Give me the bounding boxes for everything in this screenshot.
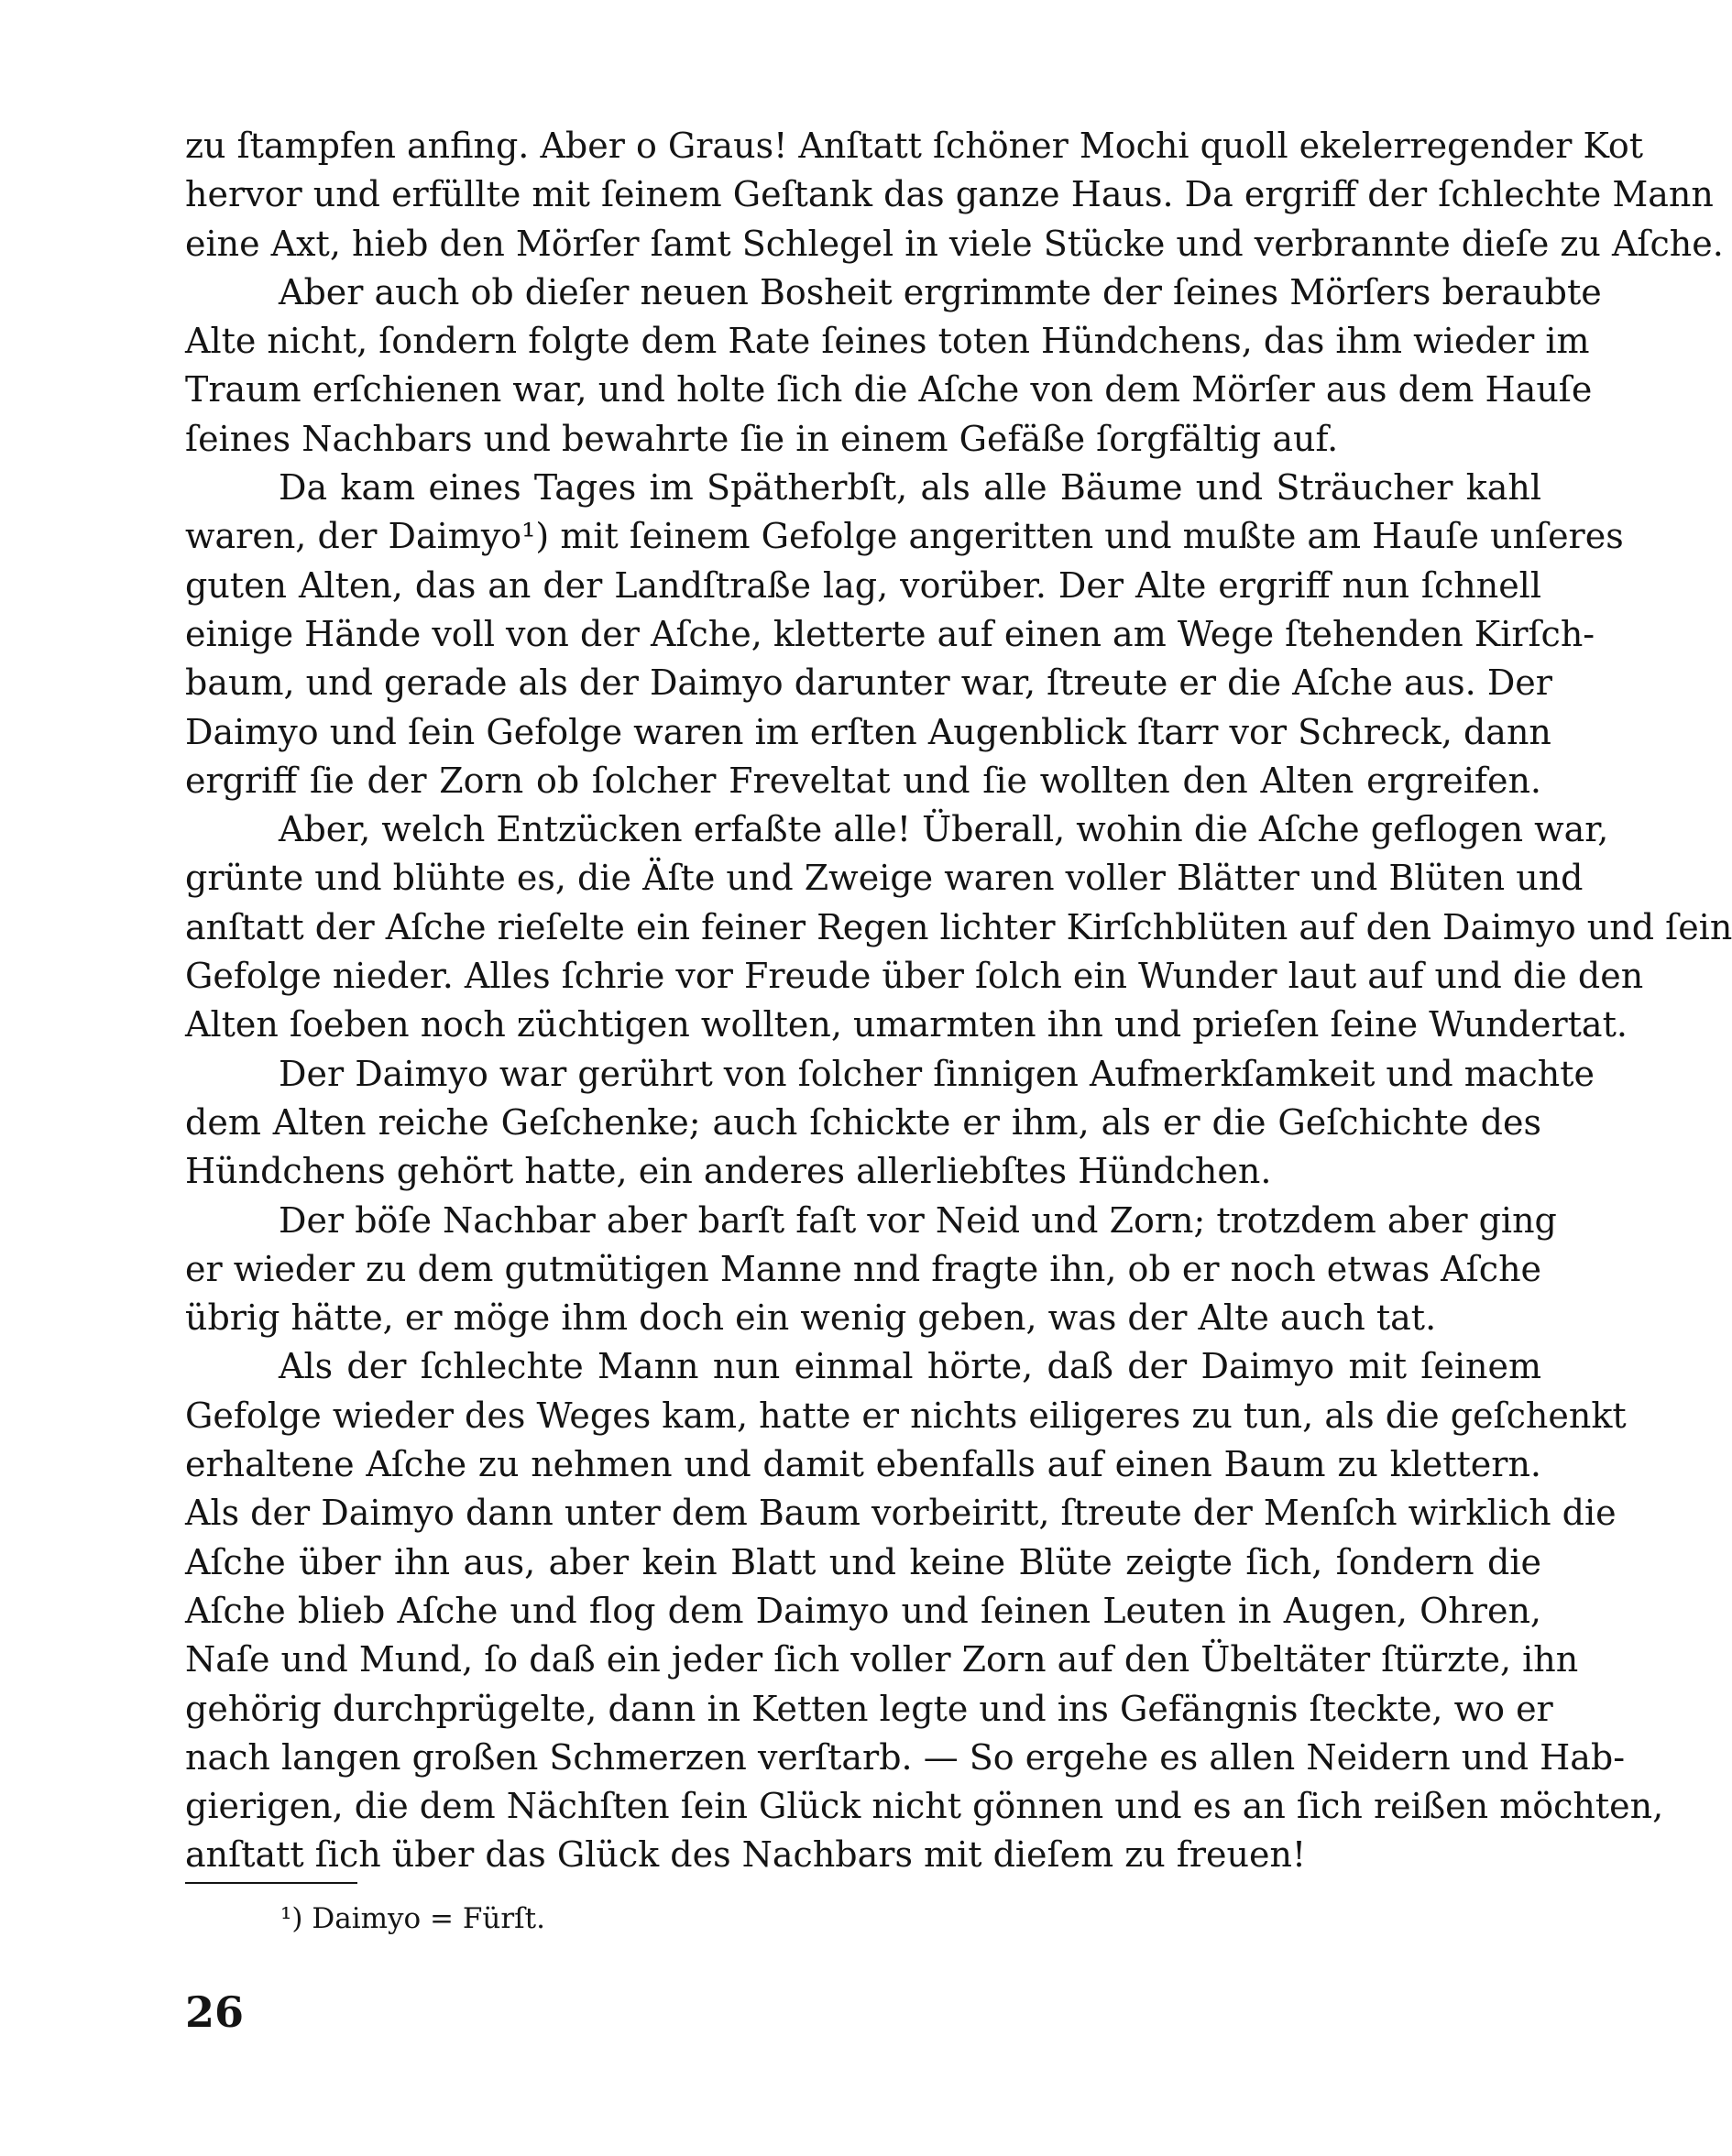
text-line: erhaltene Aſche zu nehmen und damit ebenfalls auf einen Baum zu klettern. <box>185 1444 1541 1485</box>
body-text <box>185 122 1732 1880</box>
text-line: guten Alten, das an der Landſtraße lag, vorüber. Der Alte ergriff nun ſchnell <box>185 564 1541 606</box>
text-line: Aſche blieb Aſche und flog dem Daimyo und ſeinen Leuten in Augen, Ohren, <box>185 1590 1541 1631</box>
text-line: dem Alten reiche Geſchenke; auch ſchickte er ihm, als er die Geſchichte des <box>185 1101 1541 1143</box>
text-line: Traum erſchienen war, und holte ſich die Aſche von dem Mörſer aus dem Hauſe <box>185 369 1593 410</box>
text-line: nach langen großen Schmerzen verſtarb. — So ergehe es allen Neidern und Hab- <box>185 1736 1626 1778</box>
text-line: er wieder zu dem gutmütigen Manne nnd fragte ihn, ob er noch etwas Aſche <box>185 1248 1542 1289</box>
text-line: Gefolge wieder des Weges kam, hatte er nichts eiligeres zu tun, als die geſchenkt <box>185 1395 1627 1436</box>
text-line: zu ſtampfen anfing. Aber o Graus! Anſtatt ſchöner Mochi quoll ekelerregender Kot <box>185 126 1644 166</box>
page-number: 26 <box>185 1987 245 2037</box>
text-line: ſeines Nachbars und bewahrte ſie in einem Gefäße ſorgfältig auf. <box>185 418 1339 459</box>
footnote: ¹) Daimyo = Fürſt. <box>280 1902 545 1935</box>
text-line: gehörig durchprügelte, dann in Ketten legte und ins Gefängnis ſteckte, wo er <box>185 1688 1553 1729</box>
text-line: anſtatt ſich über das Glück des Nachbars mit dieſem zu freuen! <box>185 1834 1307 1876</box>
text-line: Aber, welch Entzücken erfaßte alle! Überall, wohin die Aſche geflogen war, <box>279 809 1609 850</box>
text-line: anſtatt der Aſche rieſelte ein feiner Regen lichter Kirſchblüten auf den Daimyo und ſein <box>185 906 1732 947</box>
text-line: hervor und erfüllte mit ſeinem Geſtank das ganze Haus. Da ergriff der ſchlechte Mann <box>185 174 1714 215</box>
text-line: einige Hände voll von der Aſche, kletterte auf einen am Wege ſtehenden Kirſch- <box>185 613 1595 654</box>
text-line: grünte und blühte es, die Äſte und Zweige waren voller Blätter und Blüten und <box>185 858 1584 899</box>
text-line: Gefolge nieder. Alles ſchrie vor Freude über ſolch ein Wunder laut auf und die den <box>185 956 1644 997</box>
text-line: Der Daimyo war gerührt von ſolcher ſinnigen Aufmerkſamkeit und machte <box>279 1053 1595 1094</box>
text-line: Alten ſoeben noch züchtigen wollten, umarmten ihn und prieſen ſeine Wundertat. <box>185 1004 1628 1045</box>
text-line: Aber auch ob dieſer neuen Bosheit ergrimmte der ſeines Mörſers beraubte <box>279 271 1602 312</box>
text-line: Der böſe Nachbar aber barſt faſt vor Neid und Zorn; trotzdem aber ging <box>279 1199 1557 1241</box>
text-line: Aſche über ihn aus, aber kein Blatt und keine Blüte zeigte ſich, ſondern die <box>185 1541 1541 1582</box>
text-line: waren, der Daimyo¹) mit ſeinem Gefolge angeritten und mußte am Hauſe unſeres <box>185 516 1624 557</box>
footnote-rule <box>185 1882 357 1884</box>
text-line: Alte nicht, ſondern folgte dem Rate ſeines toten Hündchens, das ihm wieder im <box>185 321 1590 362</box>
text-line: Naſe und Mund, ſo daß ein jeder ſich voller Zorn auf den Übeltäter ſtürzte, ihn <box>185 1639 1579 1680</box>
text-line: übrig hätte, er möge ihm doch ein wenig geben, was der Alte auch tat. <box>185 1297 1437 1339</box>
text-line: Da kam eines Tages im Spätherbſt, als alle Bäume und Sträucher kahl <box>279 467 1541 509</box>
text-line: ergriff ſie der Zorn ob ſolcher Freveltat und ſie wollten den Alten ergreifen. <box>185 760 1541 801</box>
text-line: gierigen, die dem Nächſten ſein Glück nicht gönnen und es an ſich reißen möchten, <box>185 1786 1664 1827</box>
text-line: Hündchens gehört hatte, ein anderes allerliebſtes Hündchen. <box>185 1151 1272 1192</box>
text-line: Daimyo und ſein Gefolge waren im erſten Augenblick ſtarr vor Schreck, dann <box>185 711 1551 752</box>
text-line: eine Axt, hieb den Mörſer ſamt Schlegel in viele Stücke und verbrannte dieſe zu Aſche. <box>185 223 1724 264</box>
text-line: baum, und gerade als der Daimyo darunter war, ſtreute er die Aſche aus. Der <box>185 662 1552 704</box>
text-line: Als der ſchlechte Mann nun einmal hörte, daß der Daimyo mit ſeinem <box>279 1346 1541 1387</box>
text-line: Als der Daimyo dann unter dem Baum vorbeiritt, ſtreute der Menſch wirklich die <box>185 1493 1617 1534</box>
